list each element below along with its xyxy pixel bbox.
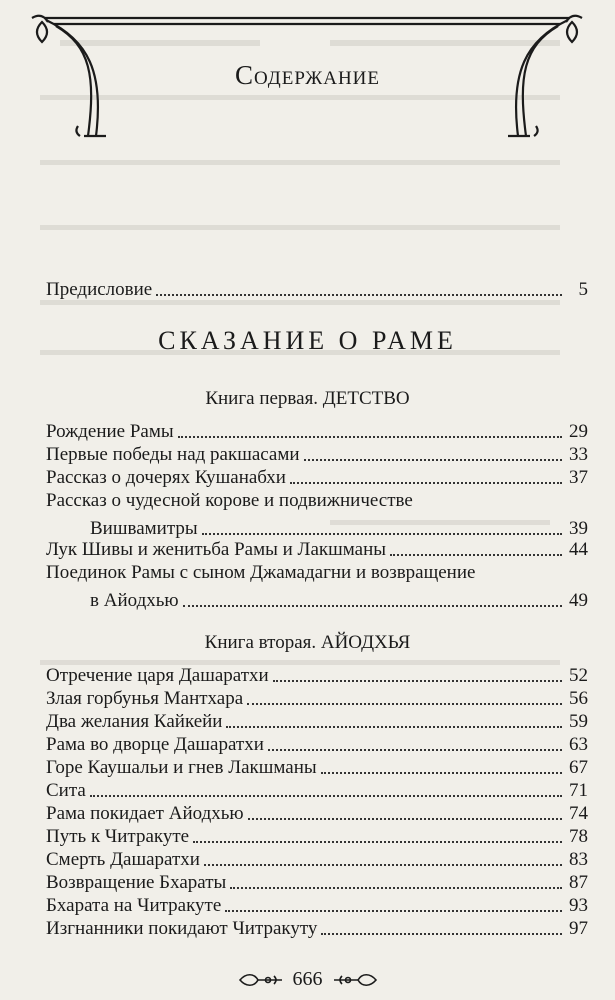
toc-entry[interactable] [46,803,588,825]
toc-entry-label: Изгнанники покидают Читракуту [46,918,318,939]
leader-dots [321,929,562,935]
toc-entry-label: Сита [46,780,86,801]
leader-dots [247,699,562,705]
toc-page-number: 93 [569,895,588,916]
toc-entry-label: Рождение Рамы [46,421,174,442]
toc-entry[interactable] [46,872,588,894]
leader-dots [230,883,562,889]
toc-page-number: 97 [569,918,588,939]
left-ornament-icon [238,973,284,987]
toc-entry[interactable] [46,849,588,871]
leader-dots [290,478,562,484]
leader-dots [90,791,562,797]
toc-page-number: 56 [569,688,588,709]
contents-title: Содержание [234,60,381,90]
part-title: СКАЗАНИЕ О РАМЕ [158,326,457,355]
toc-page-number: 83 [569,849,588,870]
toc-page-number: 49 [569,590,588,611]
toc-entry-label: Злая горбунья Мантхара [46,688,244,709]
leader-dots [204,860,562,866]
toc-entry-label-line1: Поединок Рамы с сыном Джамадагни и возвращение [46,562,476,583]
toc-page-number: 5 [578,279,588,300]
toc-entry-label: Рама покидает Айодхью [46,803,244,824]
leader-dots [248,814,562,820]
leader-dots [202,529,562,535]
toc-entry-label: Горе Каушальи и гнев Лакшманы [46,757,317,778]
toc-entry[interactable] [46,688,588,710]
toc-entry[interactable] [46,421,588,443]
leader-dots [156,290,562,296]
toc-page-number: 29 [569,421,588,442]
toc-entry-label: Возвращение Бхараты [46,872,227,893]
toc-page-number: 74 [569,803,588,824]
toc-entry-label-line1: Рассказ о чудесной корове и подвижничестве [46,490,413,511]
leader-dots [268,745,562,751]
toc-page-number: 87 [569,872,588,893]
right-ornament-icon [332,973,378,987]
toc-entry-label: Лук Шивы и женитьба Рамы и Лакшманы [46,539,386,560]
leader-dots [390,550,562,556]
toc-entry-label: Смерть Дашаратхи [46,849,200,870]
toc-entry[interactable] [46,711,588,733]
book-two-title: Книга вторая. АЙОДХЬЯ [204,632,411,653]
leader-dots [321,768,562,774]
toc-entry-label: Путь к Читракуте [46,826,190,847]
toc-entry[interactable] [46,562,588,612]
toc-page-number: 39 [569,518,588,539]
page-footer [0,968,615,991]
toc-entry[interactable] [46,895,588,917]
toc-page-number: 52 [569,665,588,686]
toc-entry-label: Бхарата на Читракуте [46,895,222,916]
toc-entry[interactable] [46,757,588,779]
leader-dots [226,722,562,728]
toc-entry-label: Предисловие [46,279,153,300]
toc-entry-label: Отречение царя Дашаратхи [46,665,269,686]
toc-entry[interactable] [46,665,588,687]
toc-entry-preface[interactable] [46,279,588,301]
toc-entry[interactable] [46,734,588,756]
toc-entry-label: в Айодхью [90,590,179,611]
toc-entry-label: Вишвамитры [90,518,198,539]
toc-entry[interactable] [46,918,588,940]
leader-dots [273,676,562,682]
toc-entry[interactable] [46,826,588,848]
toc-entry-label: Рассказ о дочерях Кушанабхи [46,467,286,488]
toc-entry[interactable] [46,539,588,561]
page-number: 666 [292,968,323,990]
toc-page-number: 33 [569,444,588,465]
toc-page-number: 71 [569,780,588,801]
leader-dots [183,601,562,607]
toc-entry[interactable] [46,490,588,540]
toc-entry-label: Рама во дворце Дашаратхи [46,734,264,755]
toc-entry-label: Два желания Кайкейи [46,711,223,732]
leader-dots [193,837,562,843]
toc-page-number: 37 [569,467,588,488]
toc-entry-label: Первые победы над ракшасами [46,444,300,465]
toc-page-number: 59 [569,711,588,732]
toc-entry[interactable] [46,444,588,466]
toc-page-number: 67 [569,757,588,778]
book-one-title: Книга первая. ДЕТСТВО [205,388,410,409]
toc-page-number: 78 [569,826,588,847]
leader-dots [178,432,562,438]
leader-dots [225,906,562,912]
toc-page-number: 63 [569,734,588,755]
toc-page-number: 44 [569,539,588,560]
toc-entry[interactable] [46,780,588,802]
leader-dots [304,455,562,461]
toc-entry[interactable] [46,467,588,489]
